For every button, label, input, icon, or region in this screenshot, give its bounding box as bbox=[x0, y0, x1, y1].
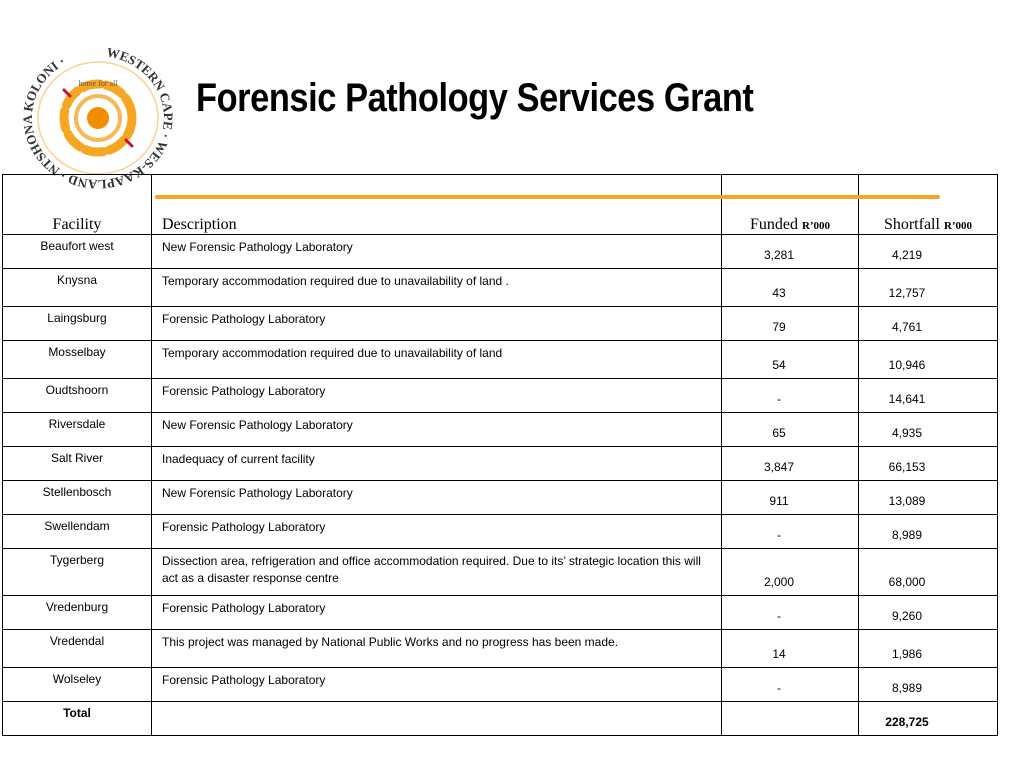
facility-cell: Vredendal bbox=[3, 630, 152, 668]
shortfall-cell: 68,000 bbox=[859, 549, 998, 596]
shortfall-cell: 1,986 bbox=[859, 630, 998, 668]
funded-cell: 79 bbox=[722, 307, 859, 341]
table-row bbox=[3, 630, 998, 668]
total-row bbox=[3, 702, 998, 736]
funded-cell: 14 bbox=[722, 630, 859, 668]
table-row bbox=[3, 379, 998, 413]
total-description bbox=[152, 702, 722, 736]
funded-cell: - bbox=[722, 596, 859, 630]
funded-cell: 3,281 bbox=[722, 235, 859, 269]
header-funded: Funded R’000 bbox=[722, 175, 859, 235]
facility-cell: Swellendam bbox=[3, 515, 152, 549]
table-row bbox=[3, 341, 998, 379]
funded-cell: 3,847 bbox=[722, 447, 859, 481]
shortfall-cell: 8,989 bbox=[859, 668, 998, 702]
funded-cell: - bbox=[722, 515, 859, 549]
facility-cell: Mosselbay bbox=[3, 341, 152, 379]
description-cell: Forensic Pathology Laboratory bbox=[152, 596, 722, 630]
table-row bbox=[3, 549, 998, 596]
shortfall-cell: 12,757 bbox=[859, 269, 998, 307]
description-cell: Forensic Pathology Laboratory bbox=[152, 379, 722, 413]
shortfall-cell: 13,089 bbox=[859, 481, 998, 515]
funded-cell: 43 bbox=[722, 269, 859, 307]
description-cell: Temporary accommodation required due to unavailability of land . bbox=[152, 269, 722, 307]
grant-table bbox=[2, 174, 998, 736]
description-cell: Forensic Pathology Laboratory bbox=[152, 515, 722, 549]
table-row bbox=[3, 269, 998, 307]
funded-cell: 2,000 bbox=[722, 549, 859, 596]
table-row bbox=[3, 515, 998, 549]
funded-cell: - bbox=[722, 668, 859, 702]
facility-cell: Vredenburg bbox=[3, 596, 152, 630]
shortfall-cell: 8,989 bbox=[859, 515, 998, 549]
header-shortfall: Shortfall R’000 bbox=[859, 175, 998, 235]
total-shortfall: 228,725 bbox=[859, 702, 998, 736]
table-row bbox=[3, 307, 998, 341]
table-row bbox=[3, 668, 998, 702]
description-cell: Inadequacy of current facility bbox=[152, 447, 722, 481]
shortfall-cell: 14,641 bbox=[859, 379, 998, 413]
svg-text:WESTERN CAPE · WES-KAAPLAND ·: WESTERN CAPE · WES-KAAPLAND · NTSHONA KOLONI · bbox=[19, 44, 177, 192]
description-cell: Temporary accommodation required due to unavailability of land bbox=[152, 341, 722, 379]
description-cell: New Forensic Pathology Laboratory bbox=[152, 413, 722, 447]
page-title: Forensic Pathology Services Grant bbox=[196, 76, 754, 120]
facility-cell: Beaufort west bbox=[3, 235, 152, 269]
facility-cell: Riversdale bbox=[3, 413, 152, 447]
total-label: Total bbox=[3, 702, 152, 736]
shortfall-cell: 4,935 bbox=[859, 413, 998, 447]
description-cell: Forensic Pathology Laboratory bbox=[152, 307, 722, 341]
header-row bbox=[3, 175, 998, 235]
header-description: Description bbox=[152, 175, 722, 235]
table-row bbox=[3, 235, 998, 269]
title-underline bbox=[155, 195, 940, 199]
table-row bbox=[3, 413, 998, 447]
funded-cell: - bbox=[722, 379, 859, 413]
shortfall-cell: 4,761 bbox=[859, 307, 998, 341]
facility-cell: Wolseley bbox=[3, 668, 152, 702]
shortfall-cell: 10,946 bbox=[859, 341, 998, 379]
facility-cell: Stellenbosch bbox=[3, 481, 152, 515]
funded-cell: 911 bbox=[722, 481, 859, 515]
header-facility: Facility bbox=[3, 175, 152, 235]
western-cape-logo bbox=[18, 44, 178, 192]
funded-cell: 54 bbox=[722, 341, 859, 379]
svg-text:home for all: home for all bbox=[78, 79, 118, 88]
shortfall-cell: 66,153 bbox=[859, 447, 998, 481]
description-cell: New Forensic Pathology Laboratory bbox=[152, 481, 722, 515]
facility-cell: Knysna bbox=[3, 269, 152, 307]
facility-cell: Tygerberg bbox=[3, 549, 152, 596]
shortfall-cell: 9,260 bbox=[859, 596, 998, 630]
facility-cell: Oudtshoorn bbox=[3, 379, 152, 413]
funded-cell: 65 bbox=[722, 413, 859, 447]
table-row bbox=[3, 481, 998, 515]
facility-cell: Salt River bbox=[3, 447, 152, 481]
description-cell: This project was managed by National Public Works and no progress has been made. bbox=[152, 630, 722, 668]
facility-cell: Laingsburg bbox=[3, 307, 152, 341]
table-row bbox=[3, 596, 998, 630]
description-cell: New Forensic Pathology Laboratory bbox=[152, 235, 722, 269]
description-cell: Forensic Pathology Laboratory bbox=[152, 668, 722, 702]
shortfall-cell: 4,219 bbox=[859, 235, 998, 269]
description-cell: Dissection area, refrigeration and office accommodation required. Due to its’ strategic location this will act as a disaster response centre bbox=[152, 549, 722, 596]
total-funded bbox=[722, 702, 859, 736]
table-row bbox=[3, 447, 998, 481]
